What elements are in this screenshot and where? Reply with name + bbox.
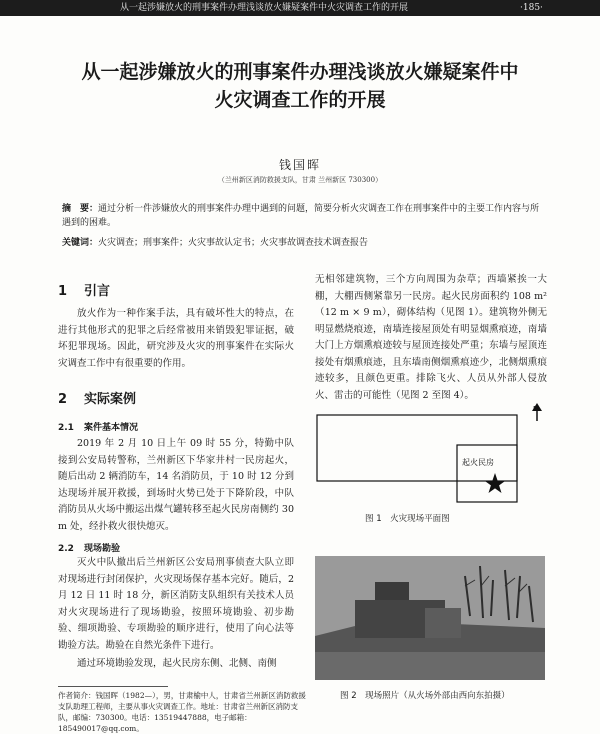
section-2-heading: [58, 388, 136, 407]
keywords-text: 火灾调查；刑事案件；火灾事故认定书；火灾事故调查技术调查报告: [98, 238, 369, 248]
fire-origin-star-icon: [484, 473, 505, 493]
case-paragraph: 2019 年 2 月 10 日上午 09 时 55 分，特勤中队接到公安局转警称，兰州新区下华家井村一民房起火，随后出动 2 辆消防车，14 名消防员，于 10 时 12 分到达现场并展开救援，到场时火势已处于下降阶段，中队消防员从火场中搬运出煤气罐转移至起火民房南侧约 30 m 处，经扑救火很快熄灭。: [58, 438, 294, 532]
running-title: 从一起涉嫌放火的刑事案件办理浅谈放火嫌疑案件中火灾调查工作的开展: [120, 3, 409, 13]
section-1-heading: [58, 280, 110, 299]
site-plan-figure: [315, 403, 545, 505]
author-affiliation: （兰州新区消防救援支队，甘肃 兰州新区 730300）: [217, 176, 383, 184]
subsection-2-2-heading: [58, 541, 120, 554]
inspection-paragraph: 灭火中队撤出后兰州新区公安局刑事侦查大队立即对现场进行封闭保护，火灾现场保存基本完好。随后，2 月 12 日 11 时 18 分，新区消防支队组织有关技术人员对火灾现场进行了现场勘验，按照环境勘验、初步勘验、细项勘验、专项勘验的顺序进行，使用了向心法等勘验方法。勘验在自然光条件下进行。: [58, 557, 294, 651]
site-boundary: [317, 415, 517, 481]
foreground-field: [315, 652, 545, 680]
figure-2-caption: 图 2 现场照片（从火场外部由西向东拍摄）: [340, 691, 510, 701]
paper-title: [40, 58, 560, 114]
keywords-label: 关键词：: [62, 238, 99, 248]
page-number: ·185·: [520, 3, 543, 13]
intro-paragraph: 放火作为一种作案手法，具有破坏性大的特点，在进行其他形式的犯罪之后经常被用来销毁犯罪证据，破坏犯罪现场。因此，研究涉及火灾的刑事案件在实际火灾调查工作中有很重要的作用。: [58, 308, 294, 369]
keywords: [62, 236, 542, 250]
subsection-2-1-heading: [58, 420, 138, 433]
subsection-number: 2.2: [58, 544, 74, 554]
running-header: [0, 0, 600, 16]
author-footnote: 作者简介：钱国晖（1982—），男，甘肃榆中人，甘肃省兰州新区消防救援支队助理工程师，主要从事火灾调查工作。地址：甘肃省兰州新区消防支队，邮编：730300。电话：13519447888，电子邮箱：185490017@qq.com。: [58, 691, 306, 733]
figure-1-caption: 图 1 火灾现场平面图: [365, 514, 450, 524]
abstract: [62, 202, 542, 230]
section-title: 引言: [84, 284, 111, 299]
inspection-paragraph-2: 通过环境勘验发现，起火民房东侧、北侧、南侧: [77, 658, 277, 669]
subsection-title: 案件基本情况: [84, 423, 139, 433]
site-photo: [315, 556, 545, 680]
fire-house-outline: [457, 445, 517, 502]
subsection-number: 2.1: [58, 423, 74, 433]
paper-title-line1: 从一起涉嫌放火的刑事案件办理浅谈放火嫌疑案件中: [81, 61, 519, 83]
abstract-text: 通过分析一件涉嫌放火的刑事案件办理中遇到的问题，简要分析火灾调查工作在刑事案件中的主要工作内容与所遇到的困难。: [62, 204, 540, 228]
side-wall: [425, 608, 461, 638]
footnote-rule: [58, 686, 168, 687]
fire-house-label: 起火民房: [462, 458, 494, 467]
right-column-paragraph: 无相邻建筑物，三个方向周围为杂草；西墙紧挨一大棚，大棚西侧紧靠另一民房。起火民房面积约 108 m²（12 m × 9 m），砌体结构（见图 1）。建筑物外侧无明显燃烧痕迹，南墙连接屋顶处有明显烟熏痕迹，南墙大门上方烟熏痕迹较与屋顶连接处严重；东墙与屋顶连接处有烟熏痕迹，且东墙南侧烟熏痕迹少，北侧烟熏痕迹较多，且颜色更重。排除飞火、人员从外部人侵放火、雷击的可能性（见图 2 至图 4）。: [315, 274, 547, 401]
site-photo-art: [315, 556, 545, 680]
section-number: 2: [58, 392, 68, 407]
author-name: 钱国晖: [278, 158, 321, 172]
section-title: 实际案例: [84, 392, 137, 407]
section-number: 1: [58, 284, 68, 299]
paper-title-line2: 火灾调查工作的开展: [214, 89, 386, 111]
abstract-label: 摘 要：: [62, 204, 99, 214]
north-label: N: [533, 405, 539, 413]
subsection-title: 现场勘验: [84, 544, 121, 554]
